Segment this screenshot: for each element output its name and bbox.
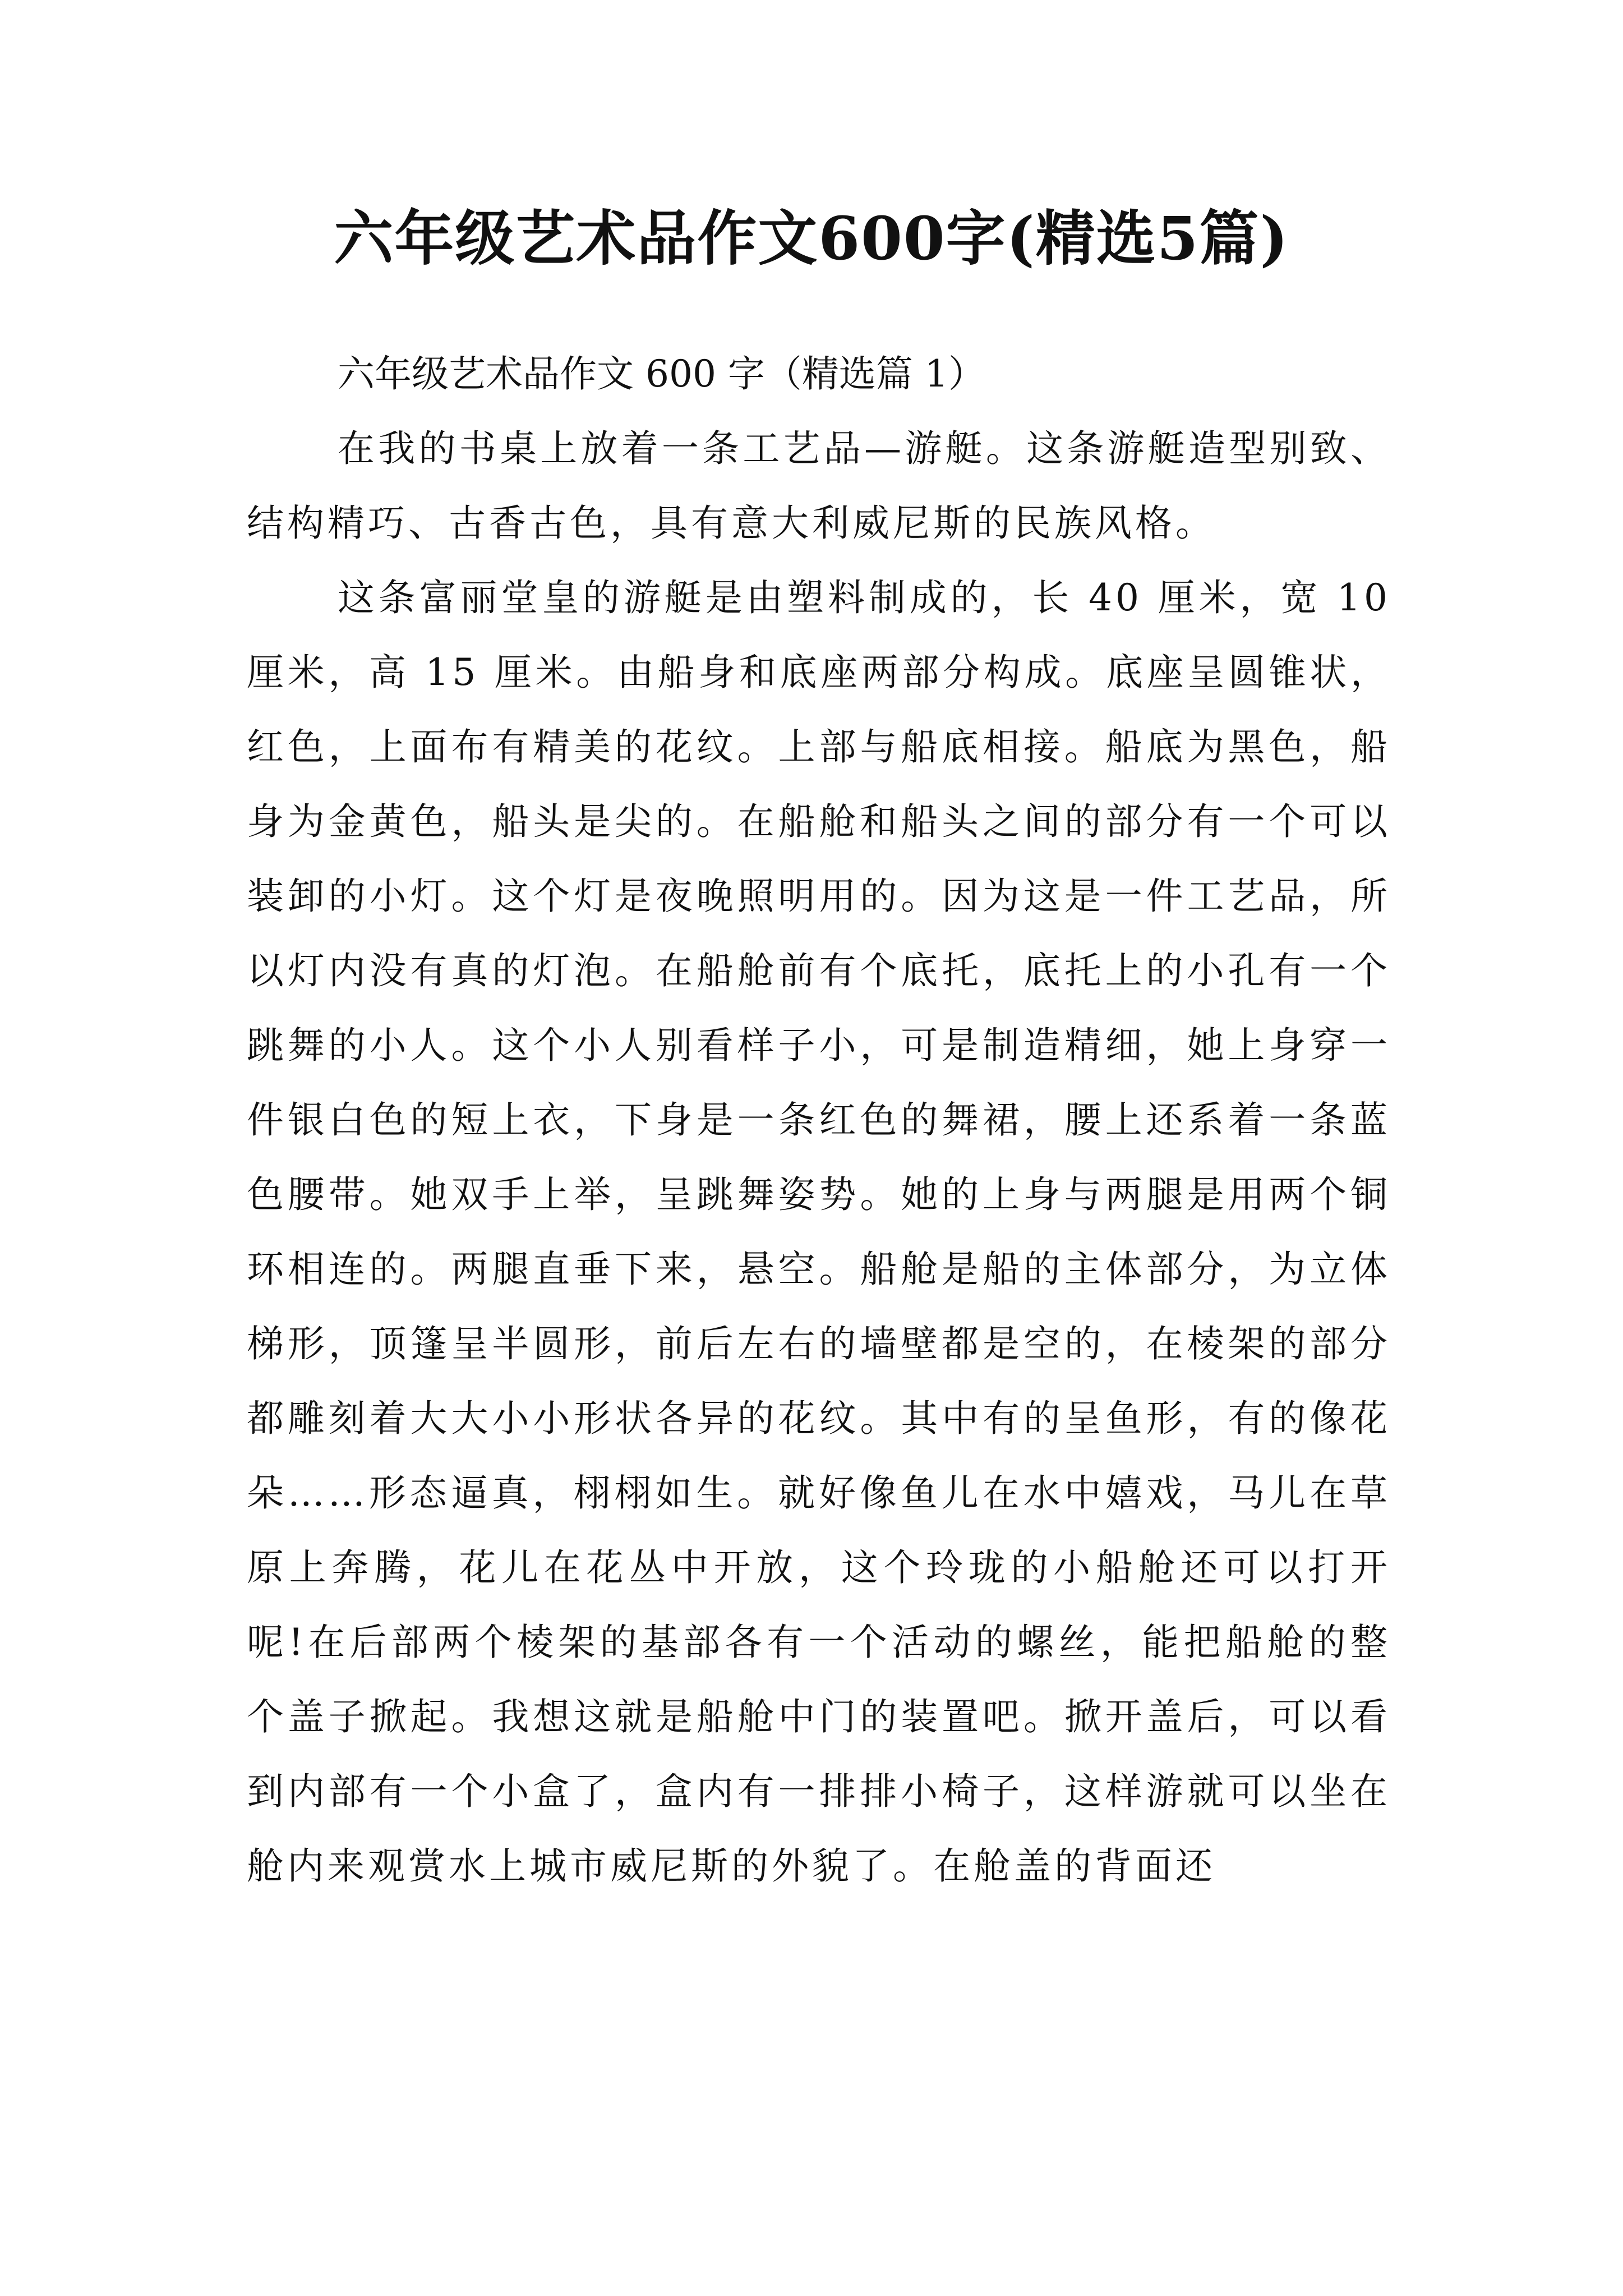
section-heading: 六年级艺术品作文 600 字（精选篇 1） bbox=[338, 352, 985, 395]
document-title: 六年级艺术品作文600字(精选5篇) bbox=[334, 203, 1289, 273]
paragraph-1: 在我的书桌上放着一条工艺品—游艇。这条游艇造型别致、结构精巧、古香古色，具有意大利威尼斯的民族风格。 bbox=[247, 427, 1391, 545]
document-body bbox=[247, 337, 1391, 1903]
paragraph-2: 这条富丽堂皇的游艇是由塑料制成的，长 40 厘米，宽 10 厘米，高 15 厘米。由船身和底座两部分构成。底座呈圆锥状，红色，上面布有精美的花纹。上部与船底相接。船底为黑色，船身为金黄色，船头是尖的。在船舱和船头之间的部分有一个可以装卸的小灯。这个灯是夜晚照明用的。因为这是一件工艺品，所以灯内没有真的灯泡。在船舱前有个底托，底托上的小孔有一个跳舞的小人。这个小人别看样子小，可是制造精细，她上身穿一件银白色的短上衣，下身是一条红色的舞裙，腰上还系着一条蓝色腰带。她双手上举，呈跳舞姿势。她的上身与两腿是用两个铜环相连的。两腿直垂下来，悬空。船舱是船的主体部分，为立体梯形，顶篷呈半圆形，前后左右的墙壁都是空的，在棱架的部分都雕刻着大大小小形状各异的花纹。其中有的呈鱼形，有的像花朵……形态逼真，栩栩如生。就好像鱼儿在水中嬉戏，马儿在草原上奔腾，花儿在花丛中开放，这个玲珑的小船舱还可以打开呢!在后部两个棱架的基部各有一个活动的螺丝，能把船舱的整个盖子掀起。我想这就是船舱中门的装置吧。掀开盖后，可以看到内部有一个小盒了，盒内有一排排小椅子，这样游就可以坐在舱内来观赏水上城市威尼斯的外貌了。在舱盖的背面还 bbox=[247, 576, 1391, 1888]
